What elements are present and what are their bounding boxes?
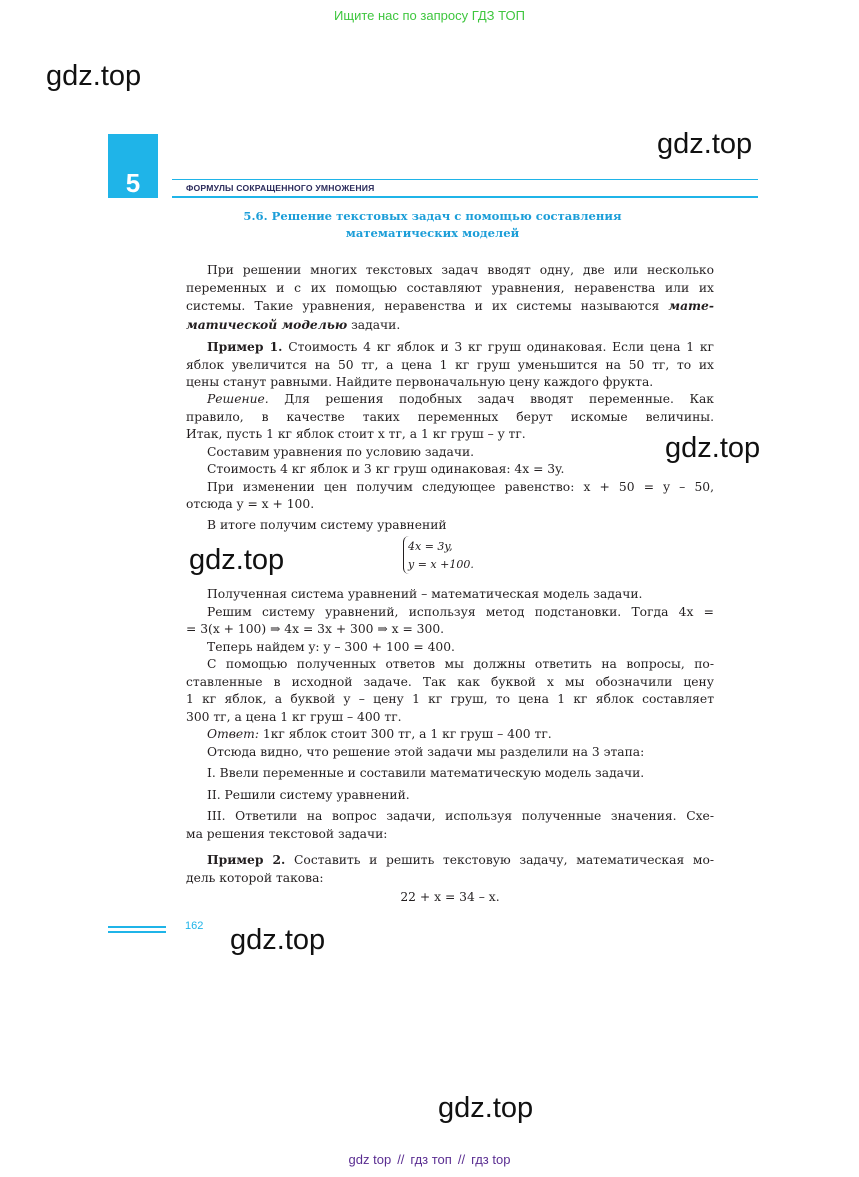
solution-part-1 — [186, 391, 714, 534]
solution-label: Решение. — [207, 392, 269, 406]
section-heading-line-1: 5.6. Решение текстовых задач с помощью составления — [243, 209, 622, 223]
footer-link-1[interactable]: gdz top — [348, 1152, 392, 1167]
step-2: II. Решили систему уравнений. — [207, 787, 410, 802]
example-2-equation: 22 + x = 34 – x. — [400, 890, 500, 904]
step-3: III. Ответили на вопрос задачи, используя полученные значения. Схе- — [207, 809, 714, 823]
watermark-6: gdz.top — [438, 1092, 534, 1124]
equation-system — [408, 538, 474, 574]
example-1-label: Пример 1. — [207, 339, 283, 354]
page-number: 162 — [185, 920, 204, 932]
step-3-continued: ма решения текстовой задачи: — [186, 826, 388, 841]
text-line: При решении многих текстовых задач вводят одну, две или несколько — [207, 263, 714, 277]
footer-links — [0, 1152, 859, 1167]
text-line-part: Составить и решить текстовую задачу, математическая мо- — [294, 853, 714, 867]
text-line: яблок увеличится на 50 тг, а цена 1 кг груш уменьшится на 50 тг, то их — [186, 357, 714, 372]
term-part-1: мате- — [668, 298, 714, 313]
text-line-part: системы. Такие уравнения, неравенства и их системы называются — [186, 299, 660, 313]
step-1: I. Ввели переменные и составили математическую модель задачи. — [207, 766, 645, 780]
header-rule-bottom — [172, 196, 758, 198]
answer-text: 1кг яблок стоит 300 тг, а 1 кг груш – 400 тг. — [262, 727, 552, 741]
watermark-4: gdz.top — [189, 544, 285, 576]
system-equation-2: y = x +100. — [408, 558, 474, 571]
text-line: ставленные в исходной задаче. Так как буквой x мы обозначили цену — [186, 674, 714, 689]
text-line: При изменении цен получим следующее равенство: x + 50 = y – 50, — [207, 479, 714, 494]
section-heading-line-2: математических моделей — [345, 226, 520, 240]
text-line: Полученная система уравнений – математическая модель задачи. — [207, 587, 643, 601]
intro-paragraph — [186, 262, 714, 334]
text-line: правило, в качестве таких переменных берут искомые величины. — [186, 409, 714, 424]
watermark-3: gdz.top — [665, 432, 761, 464]
text-line — [186, 851, 714, 870]
watermark-5: gdz.top — [230, 924, 326, 956]
text-line-part: задачи. — [351, 317, 401, 332]
text-line-part: Для решения подобных задач вводят переменные. Как — [284, 392, 714, 406]
text-line-part: Стоимость 4 кг яблок и 3 кг груш одинаковая. Если цена 1 кг — [288, 340, 714, 354]
text-line — [186, 391, 714, 409]
term-part-2: матической моделью — [186, 316, 348, 332]
watermark-2: gdz.top — [657, 128, 753, 160]
footer-link-2[interactable]: гдз топ — [410, 1152, 452, 1167]
text-line — [186, 297, 714, 316]
text-line: Решим систему уравнений, используя метод подстановки. Тогда 4x = — [207, 604, 714, 619]
text-line: В итоге получим систему уравнений — [207, 517, 447, 532]
footer-separator: // — [457, 1152, 466, 1167]
chapter-number: 5 — [125, 168, 141, 198]
example-2 — [186, 851, 714, 887]
section-heading — [200, 208, 665, 242]
text-line: Итак, пусть 1 кг яблок стоит x тг, а 1 кг груш – y тг. — [186, 427, 526, 441]
footer-link-3[interactable]: гдз top — [471, 1152, 511, 1167]
example-2-label: Пример 2. — [207, 852, 286, 867]
text-line: = 3(x + 100) ⇒ 4x = 3x + 300 ⇒ x = 300. — [186, 622, 445, 636]
header-rule-top — [172, 179, 758, 180]
solution-part-2 — [186, 586, 714, 761]
text-line — [186, 338, 714, 357]
system-equation-1: 4x = 3y, — [408, 540, 453, 553]
text-line: Стоимость 4 кг яблок и 3 кг груш одинаковая: 4x = 3y. — [207, 462, 565, 476]
text-line: Составим уравнения по условию задачи. — [207, 444, 475, 459]
text-line: С помощью полученных ответов мы должны ответить на вопросы, по- — [207, 657, 714, 671]
top-banner: Ищите нас по запросу ГДЗ ТОП — [334, 8, 525, 23]
example-1 — [186, 338, 714, 392]
footer-separator: // — [397, 1152, 405, 1167]
text-line: Теперь найдем y: y – 300 + 100 = 400. — [207, 639, 455, 654]
chapter-title: ФОРМУЛЫ СОКРАЩЕННОГО УМНОЖЕНИЯ — [186, 183, 375, 193]
text-line: отсюда y = x + 100. — [186, 497, 315, 511]
steps-list — [186, 765, 714, 843]
text-line: цены станут равными. Найдите первоначальную цену каждого фрукта. — [186, 375, 654, 389]
answer-line — [186, 726, 714, 744]
text-line: переменных и с их помощью составляют уравнения, неравенства или их — [186, 280, 714, 295]
footer-rule-bottom — [108, 931, 166, 933]
footer-rule-top — [108, 926, 166, 928]
text-line: 300 тг, а цена 1 кг груш – 400 тг. — [186, 709, 402, 724]
watermark-1: gdz.top — [46, 60, 142, 92]
text-line: дель которой такова: — [186, 870, 324, 885]
answer-label: Ответ: — [207, 727, 259, 741]
text-line — [186, 316, 714, 335]
text-line: Отсюда видно, что решение этой задачи мы разделили на 3 этапа: — [207, 744, 645, 759]
text-line: 1 кг яблок, а буквой y – цену 1 кг груш, то цена 1 кг яблок составляет — [186, 692, 714, 706]
